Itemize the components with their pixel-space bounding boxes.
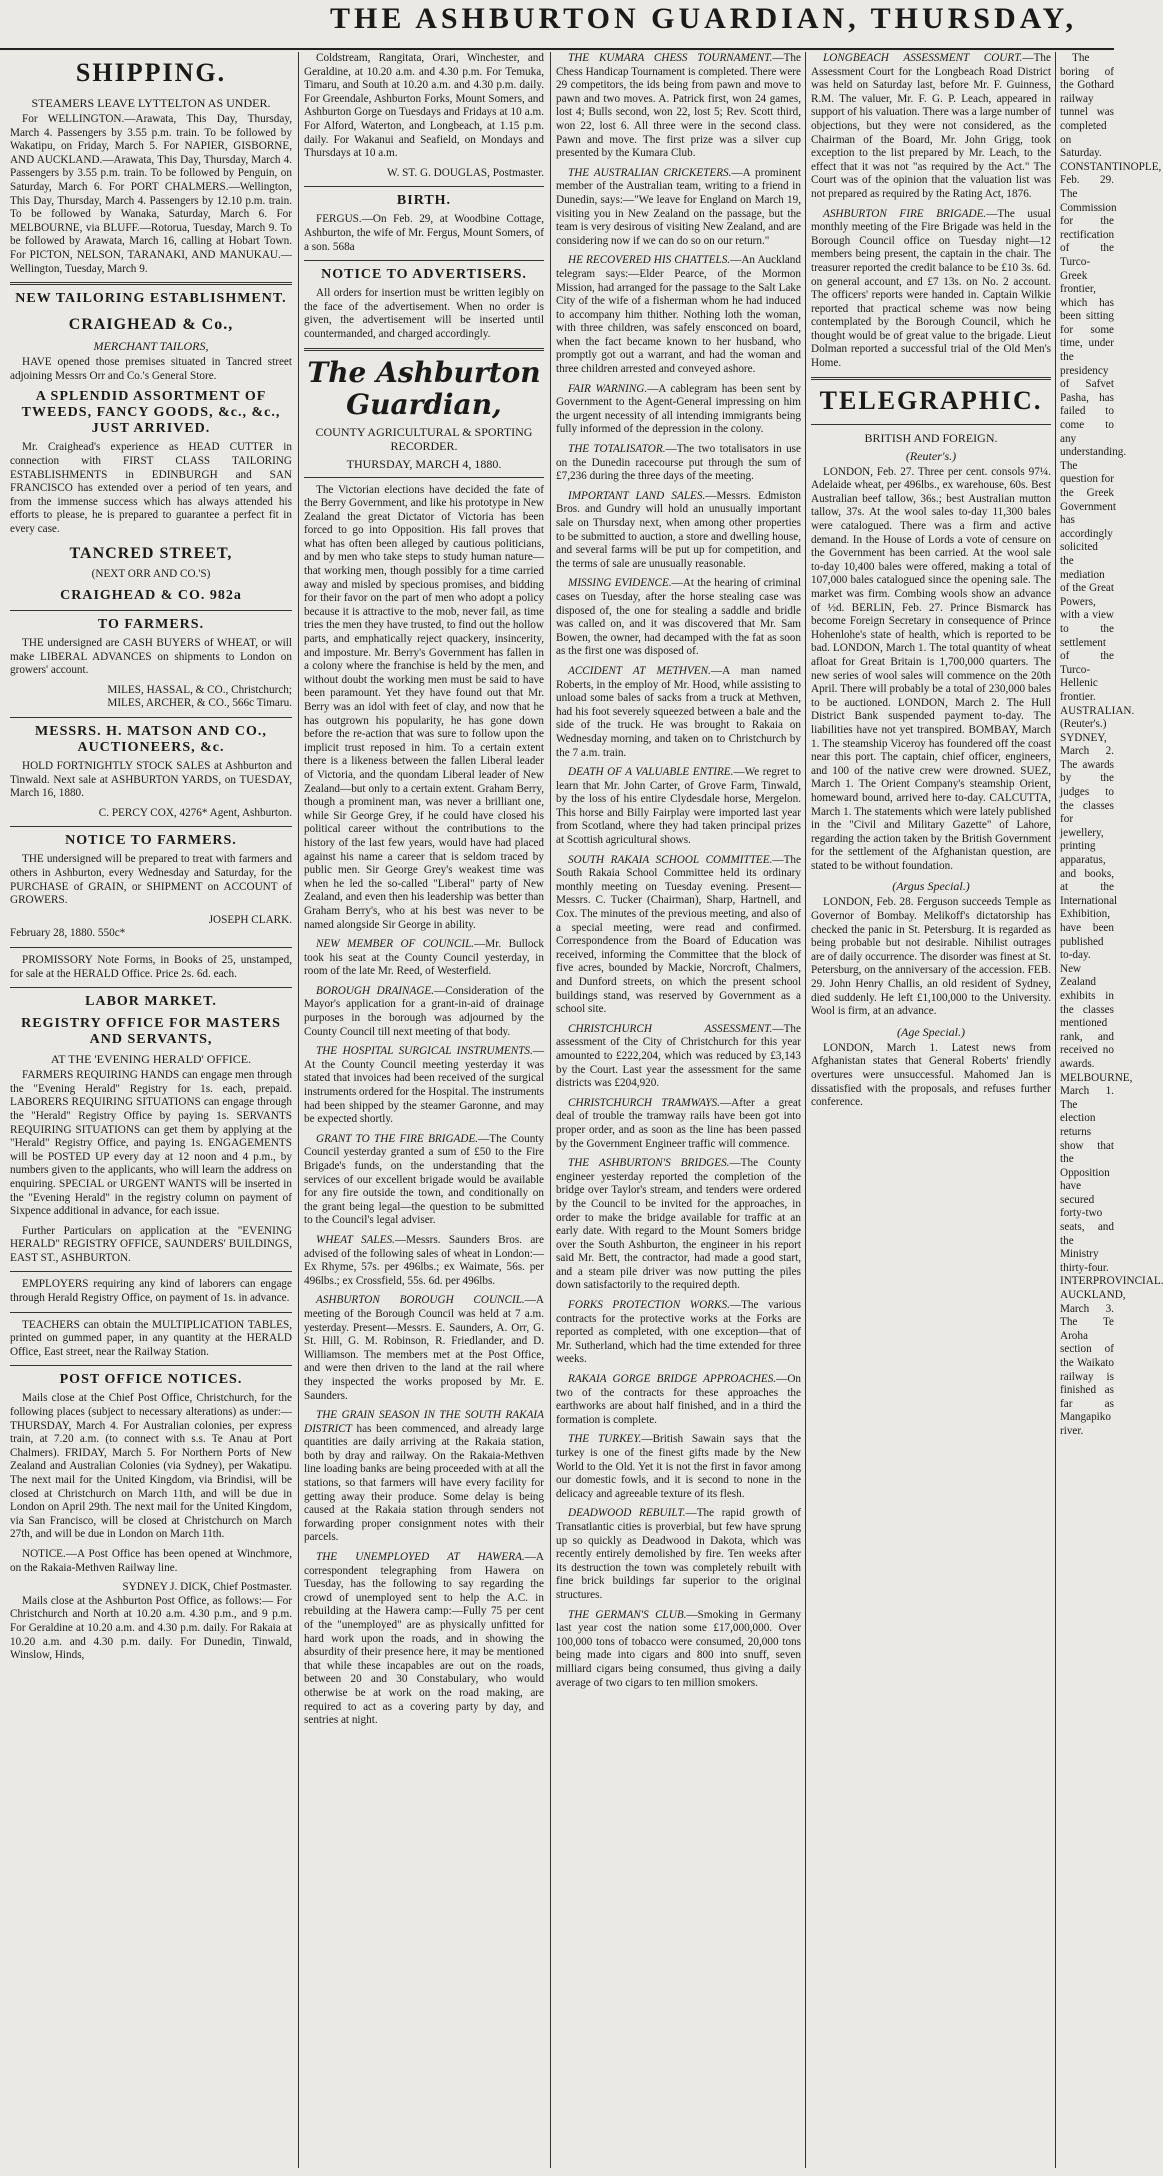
news-body: A man named Roberts, in the employ of Mr. Hood, while assisting to unload some bales of sacks from a truck at Methven, had his foot severely squeezed between a bale and the side of the truck. He was brought to Rakaia on Wednesday morning, and taken on to Christchurch by the 7 a.m. train. [556,664,802,759]
news-body: A correspondent telegraphing from Hawera on Tuesday, has the following to say regarding the crowd of unemployed sent to help the A.C. in rebuilding at the Hawera camp:—Fully 75 per cent of the "unemployed" are as physically unfitted for hard work upon the roads, and in showing the absurdity of their presence here, it may be mentioned that while these incapables are out on the roads, between 20 and 30 Constabulary, who would otherwise be at work on the road making, are required to act as a covering party by day, and sentries at night. [304,1551,544,1727]
news-heading: IMPORTANT LAND SALES. [568,489,706,502]
news-body: The Chess Handicap Tournament is completed. There were 29 competitors, the ids being from pawn and move to pawn and two moves. A. Patrick first, won 24 games, lost 4; Bulls second, won 22, lost 5; Rev. Scott third, won 22, lost 6. All three were in the second class. Pawn and move. The first prize was a silver cup presented by the Kumara Club. [556,52,801,160]
divider [10,282,292,285]
news-item: ASHBURTON BOROUGH COUNCIL.—A meeting of the Borough Council was held at 7 a.m. yesterday. Present—Messrs. E. Saunders, A. Orr, G. St. Hill, G. M. Robinson, R. Friedlander, and D. Williamson. The members met at the Post Office, and were then driven to the land at the rail where they inspected the works proposed by Mr. E. Saunders. [304,1294,544,1402]
news-body: At the County Council meeting yesterday it was stated that invoices had been received of the surgical instruments ordered for the Hospital. The instruments had been shipped by the steamer Garonne, and may be expected shortly. [304,1058,544,1126]
telegraphic-text-2: LONDON, Feb. 28. Ferguson succeeds Temple as Governor of Bombay. Melikoff's dictatorship has checked the panic in St. Petersburg. It is regarded as being probable but not desirable. Nihilist outrages are of daily occurrence. The disorder was finest at St. Petersburg, on the anniversary of the accession. FEB. 29. John Henry Challis, an old resident of Sydney, died suddenly. He left £1,100,000 to the University. Wool is firm, at an advance. [811,896,1051,1018]
mail-text: Coldstream, Rangitata, Orari, Winchester, and Geraldine, at 10.20 a.m. and 4.30 p.m. For Temuka, Timaru, and South at 10.20 a.m. and 4.30 p.m. daily. For Greendale, Ashburton Forks, Mount Somers, and Ashburton Gorge on Tuesdays and Fridays at 10 a.m. For Alford, Waterton, and Longbeach, at 1.15 p.m. daily. For Wakanui and Seafield, on Mondays and Thursdays at 10 a.m. [304,52,544,160]
advertisers-text: All orders for insertion must be written legibly on the face of the advertisement. When no order is given, the advertisement will be inserted until countermanded, and charged accordingly. [304,287,544,340]
news-heading: THE TOTALISATOR. [568,443,666,456]
news-body: A prominent member of the Australian team, writing to a friend in Dunedin, says:—"We leave for England on March 19, visiting you in New Zealand on the passage, but the team is very desirous of visiting New Zealand, and are considering now if we can do so on our return." [556,166,801,247]
shipping-heading: SHIPPING. [75,58,227,87]
tailoring-subheading: MERCHANT TAILORS, [93,339,209,354]
news-heading: THE KUMARA CHESS TOURNAMENT. [568,52,773,64]
news-item: RAKAIA GORGE BRIDGE APPROACHES.—On two of the contracts for these approaches the earthworks are about half finished, and in a third the formation is complete. [556,1373,801,1426]
column-3 [556,52,801,2168]
news-body: We regret to learn that Mr. John Carter, of Grove Farm, Tinwald, by the loss of his entire Clydesdale horse, Mergelon. This horse and Billy Fairplay were imported last year from Scotland, where they had taken principal prizes at Scottish agricultural shows. [556,766,802,847]
news-body: The County engineer yesterday reported the completion of the bridge over Taylor's stream, and tenders were ordered by the Council to be invited for the approaches, in order to make the bridge available for traffic at an early date. With regard to the Mount Somers bridge over the South Ashburton, the engineer in his report said Mr. Bett, the contractor, had made a good start, and a steam pile driver was now putting the piles down satisfactorily to the required depth. [556,1157,801,1292]
paper-subtitle: COUNTY AGRICULTURAL & SPORTING RECORDER. [315,424,533,453]
tailoring-name: CRAIGHEAD & Co., [68,316,234,334]
news-body: The various contracts for the protective works at the Forks are reported as completed, with one exception—that of Mr. Sutherland, which had the time extended for three weeks. [556,1299,802,1366]
advertisers-heading: NOTICE TO ADVERTISERS. [321,267,527,283]
notice-farmers-heading: NOTICE TO FARMERS. [65,833,237,849]
divider [10,1312,292,1313]
divider [304,260,544,261]
news-heading: MISSING EVIDENCE. [568,577,672,590]
news-body: Consideration of the Mayor's application for a grant-in-aid of drainage purposes in the borough was adjourned by the County Council till next meeting of that body. [304,984,544,1038]
divider [10,1271,292,1272]
divider [811,424,1051,425]
divider [10,610,292,611]
telegraphic-source-reuter: (Reuter's.) [905,448,957,463]
news-body: The rapid growth of Transatlantic cities is proverbial, but few have sprung up so quickly as Deadwood in Dakota, which was recently entirely demolished by fire. Ten weeks after its destruction the town was completely rebuilt with fine brick buildings far superior to the original structures. [556,1507,801,1601]
news-item: DEADWOOD REBUILT.—The rapid growth of Transatlantic cities is proverbial, but few have sprung up so quickly as Deadwood in Dakota, which was recently entirely demolished by fire. Ten weeks after its destruction the town was completely rebuilt with fine brick buildings far superior to the original structures. [556,1507,801,1601]
news-item: MISSING EVIDENCE.—At the hearing of criminal cases on Tuesday, after the horse stealing case was disposed of, the one for stealing a saddle and bridle was called on, and it was discovered that Mr. Sam Bowen, the owner, had decamped with the fat as soon as the first one was disposed of. [556,577,801,658]
tailoring-street: TANCRED STREET, [69,545,233,563]
tailoring-signature: CRAIGHEAD & CO. 982a [60,588,242,604]
divider [811,377,1051,380]
news-body: The assessment of the City of Christchurch for this year amounted to £222,204, which was reduced by £3,143 by the Court. Last year the assessment for the same districts was £204,920. [556,1022,801,1090]
news-item: IMPORTANT LAND SALES.—Messrs. Edmiston Bros. and Gundry will hold an unusually important sale on Thursday next, when among other properties to be submitted to auction, a store and dwelling house, and several farms will be put up for competition, and the terms of sale are unusually reasonable. [556,489,802,570]
divider [10,717,292,718]
news-body: On two of the contracts for these approaches the earthworks are about half finished, and in a third the formation is complete. [556,1373,801,1426]
column-4 [811,52,1051,2168]
divider [304,477,544,478]
news-heading: LONGBEACH ASSESSMENT COURT. [823,52,1023,64]
news-heading: SOUTH RAKAIA SCHOOL COMMITTEE. [568,853,773,866]
post-office-heading: POST OFFICE NOTICES. [59,1372,243,1388]
column-rule [1055,52,1056,2168]
news-heading: BOROUGH DRAINAGE. [316,984,435,997]
news-item: ASHBURTON FIRE BRIGADE.—The usual monthly meeting of the Fire Brigade was held in the Borough Council office on Tuesday night—12 members being present, the captain in the chair. The treasurer reported the credit balance to be £10 3s. 6d. on general account, and £7 13s. on No. 2 account. The officers' reports were handed in. Captain Wilkie reported that practical scheme was now being contemplated by the Borough Council, which he thought would be of great value to the brigade. Lieut Dolman reported a successful trial of the Old Men's Home. [811,207,1051,370]
farmers-heading: TO FARMERS. [97,617,205,633]
news-heading: DEATH OF A VALUABLE ENTIRE. [568,766,734,779]
paper-date: THURSDAY, MARCH 4, 1880. [346,456,502,471]
divider [304,186,544,187]
news-heading: THE TURKEY. [568,1433,642,1446]
post-office-text-2: Mails close at the Ashburton Post Office, as follows:— For Christchurch and North at 10.20 a.m. 4.30 p.m., and 9 p.m. For Geraldine at 10.20 a.m. and 4.30 p.m. daily. For Rakaia at 10.20 a.m. and 4.30 p.m. daily. For Dunedin, Tinwald, Winslow, Hinds, [10,1594,292,1662]
news-heading: ASHBURTON BOROUGH COUNCIL. [316,1294,525,1307]
promissory-notice: PROMISSORY Note Forms, in Books of 25, unstamped, for sale at the HERALD Office. Price 2s. 6d. each. [10,953,292,980]
news-item: LONGBEACH ASSESSMENT COURT.—The Assessment Court for the Longbeach Road District was held on Saturday last, before Mr. F. Guinness, R.M. The valuer, Mr. F. G. P. Leach, appeared in support of his valuation. There was a large number of objections, but they were not considered, as the Chairman of the Board, Mr. John Grigg, took exception to the list prepared by Mr. Leach, to the effect that it was not "as required by the Act." The Court was of the opinion that the valuation list was not prepared as required by the Rating Act, 1876. [811,52,1051,200]
news-body: After a great deal of trouble the tramway rails have been got into proper order, and as soon as the line has been passed by the Government Engineer traffic will commence. [556,1096,801,1150]
column-rule [550,52,551,2168]
column-1 [10,52,292,2168]
notice-farmers-text: THE undersigned will be prepared to treat with farmers and others in Ashburton, every Wednesday and Saturday, for the PURCHASE of GRAIN, or SHIPMENT on ACCOUNT of GROWERS. [10,853,292,907]
divider [304,348,544,351]
news-heading: THE ASHBURTON'S BRIDGES. [568,1157,730,1170]
tailoring-splendid: A SPLENDID ASSORTMENT OF TWEEDS, FANCY GOODS, &c., &c., JUST ARRIVED. [21,389,281,437]
news-item: CHRISTCHURCH TRAMWAYS.—After a great deal of trouble the tramway rails have been got into proper order, and as soon as the line has been passed by the Government Engineer traffic will commence. [556,1096,801,1150]
news-item: SOUTH RAKAIA SCHOOL COMMITTEE.—The South Rakaia School Committee held its ordinary monthly meeting on Tuesday evening. Present—Messrs. C. Tucker (Chairman), Sharp, Hartnell, and Cox. The minutes of the previous meeting, and also of a special meeting, were read and confirmed. Correspondence from the Board of Education was received, informing the Committee that the block of five acres, bounded by Mackie, Norcroft, Chalmers, and Dunford streets, on which the present school buildings stand, was reserved by Government as a school site. [556,853,801,1016]
divider [10,826,292,827]
registry-text: FARMERS REQUIRING HANDS can engage men through the "Evening Herald" Registry for 1s. each, prepaid. LABORERS REQUIRING SITUATIONS can engage through the "Herald" Registry Office by paying 1s. SERVANTS REQUIRING SITUATIONS can get them by applying at the "Herald" Registry Office, and paying 1s. ENGAGEMENTS will be POSTED UP every day at 12 noon and 4 p.m., by numbers given to the applicants, who will learn the address on enquiring. SPECIAL or URGENT WANTS will be inserted in the "Evening Herald" in the registry column on payment of Sixpence additional in advance, for each issue. [10,1069,292,1218]
divider [10,987,292,988]
tailoring-text: HAVE opened those premises situated in Tancred street adjoining Messrs Orr and Co.'s General Store. [10,356,292,382]
news-item: GRANT TO THE FIRE BRIGADE.—The County Council yesterday granted a sum of £50 to the Fire Brigade's funds, on the understanding that the services of our excellent brigade would be available for any fire outside the town, and conditionally on the grant being legal—the question to be submitted to the Council's legal adviser. [304,1132,544,1227]
telegraphic-text-3: LONDON, March 1. Latest news from Afghanistan states that General Roberts' friendly overtures were unsuccessful. Mahomed Jan is dissatisfied with the proposals, and refuses further conference. [811,1041,1051,1109]
news-body: Smoking in Germany last year cost the nation some £17,000,000. Over 100,000 tons of tobacco were consumed, 20,000 tons being made into cigars and 800 into snuff, seven milliard cigars being consumed, thus giving a daily average of two cigars to ten million smokers. [556,1608,801,1689]
telegraphic-text: LONDON, Feb. 27. Three per cent. consols 97¼. Adelaide wheat, per 496lbs., ex warehouse, 60s. Best Australian beef tallow, 36s.; best Australian mutton tallow, 37s. At the wool sales to-day 11,300 bales were catalogued. There was a firm and active demand. In the House of Lords a vote of censure on the Government has been carried. At the wool sale to-day 10,400 bales were offered, making a total of 107,000 bales catalogued since the opening sale. The market was firm. Combing wools show an advance of ½d. BERLIN, Feb. 27. Prince Bismarck has become Foreign Secretary in consequence of Prince Hohenlohe's state of health, which is reported to be bad. LONDON, March 1. The total quantity of wheat afloat for Great Britain is 1,700,000 quarters. The new series of wool sales will commence on the 20th April. There will probably be a total of 230,000 bales to be auctioned. LONDON, March 2. The Hull District Bank suspended payment to-day. The liabilities have not yet transpired. BOMBAY, March 1. The steamship Viceroy has foundered off the coast near this port. The captain, chief officer, engineers, and 100 of the native crew were drowned. SUEZ, March 1. The Orient Company's steamship Orient, homeward bound, arrived here to-day. CALCUTTA, March 1. The statements which were lately published in the "Civil and Military Gazette" of Lahore, regarding the action taken by the British Government for the settlement of the Afghanistan question, are stated to be without foundation. [811,465,1051,872]
news-heading: CHRISTCHURCH ASSESSMENT. [568,1022,773,1035]
telegraphic-heading: TELEGRAPHIC. [819,385,1043,415]
news-item: FORKS PROTECTION WORKS.—The various contracts for the protective works at the Forks are reported as completed, with one exception—that of Mr. Sutherland, which had the time extended for three weeks. [556,1299,802,1366]
news-heading: FORKS PROTECTION WORKS. [568,1299,730,1312]
column-rule [298,52,299,2168]
news-body: The Assessment Court for the Longbeach Road District was held on Saturday last, before Mr. F. Guinness, R.M. The valuer, Mr. F. G. P. Leach, appeared in support of his valuation. There was a large number of objections, but they were not considered, as the Chairman of the Board, Mr. John Grigg, took exception to the list prepared by Mr. Leach, to the effect that it was not "as required by the Act." The Court was of the opinion that the valuation list was not prepared as required by the Rating Act, 1876. [811,52,1051,200]
news-item: THE AUSTRALIAN CRICKETERS.—A prominent member of the Australian team, writing to a friend in Dunedin, says:—"We leave for England on March 19, visiting you in New Zealand on the passage, but the team is very desirous of visiting New Zealand, and are considering now if we can do so on our return." [556,166,801,247]
news-body: A cablegram has been sent by Government to the Agent-General impressing on him the urgent necessity of all intending immigrants being fully informed of the depression in the colony. [556,382,801,436]
telegraphic-source-age: (Age Special.) [897,1024,965,1039]
post-office-text: Mails close at the Chief Post Office, Christchurch, for the following places (subject to necessary alterations) as under:— THURSDAY, March 4. For Australian colonies, per express train, at 7.20 a.m. (to connect with s.s. Te Anau at Port Chalmers). FRIDAY, March 5. For Northern Ports of New Zealand and Australian Colonies (via Sydney), per Wakatipu. The next mail for the United Kingdom, via Brindisi, will be closed at Christchurch on March 11th, and will be due in London on April 29th. The next mail for the United Kingdom, via San Francisco, will be closed at Christchurch on March 27th, and will be due in London on March 11th. [10,1392,292,1541]
teachers-notice: TEACHERS can obtain the MULTIPLICATION TABLES, printed on gummed paper, in any quantity at the HERALD Office, East street, near the Railway Station. [10,1318,292,1358]
registry-subheading: AT THE 'EVENING HERALD' OFFICE. [50,1052,252,1067]
news-heading: RAKAIA GORGE BRIDGE APPROACHES. [568,1373,777,1386]
news-heading: THE AUSTRALIAN CRICKETERS. [568,166,732,179]
column-5-text: The boring of the Gothard railway tunnel was completed on Saturday. CONSTANTINOPLE, Feb. 29. The Commission for the rectification of the Turco-Greek frontier, which has been sitting for some time, under the presidency of Safvet Pasha, has failed to come to any understanding. The question for the Greek Government has accordingly solicited the mediation of the Great Powers, with a view to the settlement of the Turco-Hellenic frontier. AUSTRALIAN. (Reuter's.) SYDNEY, March 2. The awards by the judges to the classes for jewellery, printing apparatus, and books, at the International Exhibition, have been published to-day. New Zealand exhibits in the classes mentioned rank, and received no awards. MELBOURNE, March 1. The election returns show that the Opposition have secured forty-two seats, and the Ministry thirty-four. INTERPROVINCIAL. AUCKLAND, March 3. The Te Aroha section of the Waikato railway is finished as far as Mangapiko river. [1060,52,1163,1437]
news-heading: GRANT TO THE FIRE BRIGADE. [316,1132,479,1145]
matson-heading: MESSRS. H. MATSON AND CO., AUCTIONEERS, &c. [35,724,267,756]
telegraphic-subheading: BRITISH AND FOREIGN. [864,430,998,445]
shipping-subheading: STEAMERS LEAVE LYTTELTON AS UNDER. [31,96,271,110]
column-rule [805,52,806,2168]
news-item [304,1409,544,1545]
matson-text: HOLD FORTNIGHTLY STOCK SALES at Ashburton and Tinwald. Next sale at ASHBURTON YARDS, on TUESDAY, March 16, 1880. [10,760,292,800]
news-heading: NEW MEMBER OF COUNCIL. [316,938,475,951]
editorial-text: The Victorian elections have decided the fate of the Berry Government, and like his prototype in New Zealand the great Dictator of Victoria has been forced to go into Opposition. His fall proves that what has often been alleged by cautious politicians, and by men who take steps to study human nature—that working men, though possibly for a time carried away and misled by specious promises, and bidding for their favor on the part of men who adopt a policy because it is attractive to the mob, never fail, as time tries the men they have trusted, to find out the hollow parts, and emphatically reject quackery, insincerity, and imposture. Mr. Berry's Government has fallen in a colony where the franchise is held by the men, and without doubt the working men must be said to have been paramount. Yet they have found out that Mr. Berry was an idol with feet of clay, and now that he has outgrown his popularity, he has gone down before the re-action that was sure to follow upon the implicit trust reposed in him. To a certain extent there is a likeness between the fallen Liberal leader of Victoria, and the quondam Liberal leader of New Zealand—but only to a certain extent. Graham Berry, though a prominent man, was never a brilliant one, while Sir George Grey, if he could have closed his political career without the contributions to the history of the last few years, would have had placed against his name a career that is seldom traced by public men. Sir George Grey's weakest time was when he led the so-called "Liberal" party of New Zealand, and even then his leadership was better than Graham Berry's, who at his best was never to be named alongside Sir George in ability. [304,483,544,931]
birth-heading: BIRTH. [396,193,452,209]
news-body: Messrs. Saunders Bros. are advised of the following sales of wheat in London:—Ex Rhyme, 57s. per 496lbs.; ex Waimate, 56s. per 496lbs.; ex Crossfield, 55s. 6d. per 496lbs. [304,1233,544,1287]
farmers-signature-2: MILES, ARCHER, & CO., 566c Timaru. [107,697,292,710]
news-body: has been commenced, and already large quantities are daily arriving at the Rakaia station, both by dray and railway. On the Rakaia-Methven line loading banks are being proceeded with at all the stations, so that farmers will have every facility for getting away their produce. Some delay is being caused at the Rakaia station through senders not forwarding proper consignment notes with their parcels. [304,1422,544,1544]
news-body: The County Council yesterday granted a sum of £50 to the Fire Brigade's funds, on the understanding that the services of our excellent brigade would be available for any fire outside the town, and conditionally on the grant being legal—the question to be submitted to the Council's legal adviser. [304,1132,544,1227]
news-item: NEW MEMBER OF COUNCIL.—Mr. Bullock took his seat at the County Council yesterday, in room of the late Mr. Reed, of Westerfield. [304,938,544,978]
mail-signature: W. ST. G. DOUGLAS, Postmaster. [387,166,544,179]
news-heading: ACCIDENT AT METHVEN. [568,664,711,677]
news-item: THE UNEMPLOYED AT HAWERA.—A correspondent telegraphing from Hawera on Tuesday, has the following to say regarding the crowd of unemployed sent to help the A.C. in rebuilding at the Hawera camp:—Fully 75 per cent of the "unemployed" are as physically unfitted for hard work upon the roads, and in showing the absurdity of their presence here, it may be mentioned that while these incapables are out on the roads, between 20 and 30 Constabulary, who would otherwise be at work on the road making, are required to act as a covering party by day, and sentries at night. [304,1551,544,1727]
tailoring-text-2: Mr. Craighead's experience as HEAD CUTTER in connection with FIRST CLASS TAILORING ESTABLISHMENTS in EDINBURGH and SAN FRANCISCO has extended over a period of ten years, and from the immense success which has always attended his efforts to please, he is prepared to guarantee a perfect fit in every case. [10,441,292,535]
notice-farmers-date: February 28, 1880. 550c* [10,927,126,940]
news-body: At the hearing of criminal cases on Tuesday, after the horse stealing case was disposed of, the one for stealing a saddle and bridle was called on, and it was discovered that Mr. Sam Bowen, the owner, had decamped with the fat as soon as the first one was disposed of. [556,577,801,658]
news-item: ACCIDENT AT METHVEN.—A man named Roberts, in the employ of Mr. Hood, while assisting to unload some bales of sacks from a truck at Methven, had his foot severely squeezed between a bale and the side of the truck. He was brought to Rakaia on Wednesday morning, and taken on to Christchurch by the 7 a.m. train. [556,664,802,759]
matson-signature: C. PERCY COX, 4276* Agent, Ashburton. [98,806,292,819]
news-item: FAIR WARNING.—A cablegram has been sent by Government to the Agent-General impressing on him the urgent necessity of all intending immigrants being fully informed of the depression in the colony. [556,382,801,436]
farmers-signature-1: MILES, HASSAL, & CO., Christchurch; [107,683,292,696]
column-2 [304,52,544,2168]
employers-notice: EMPLOYERS requiring any kind of laborers can engage through Herald Registry Office, on payment of 1s. in advance. [10,1278,292,1305]
post-office-notice: NOTICE.—A Post Office has been opened at Winchmore, on the Rakaia-Methven Railway line. [10,1547,292,1574]
news-item: THE HOSPITAL SURGICAL INSTRUMENTS.—At the County Council meeting yesterday it was stated that invoices had been received of the surgical instruments ordered for the Hospital. The instruments had been shipped by the steamer Garonne, and may be expected shortly. [304,1045,544,1126]
farmers-text: THE undersigned are CASH BUYERS of WHEAT, or will make LIBERAL ADVANCES on shipments to London on growers' account. [10,637,292,677]
column-5-cropped [1060,52,1163,2168]
divider [10,947,292,948]
news-item: THE KUMARA CHESS TOURNAMENT.—The Chess Handicap Tournament is completed. There were 29 competitors, the ids being from pawn and move to pawn and two moves. A. Patrick first, won 24 games, lost 4; Bulls second, won 22, lost 5; Rev. Scott third, won 22, lost 6. All three were in the second class. Pawn and move. The first prize was a silver cup presented by the Kumara Club. [556,52,801,160]
news-body: Messrs. Edmiston Bros. and Gundry will hold an unusually important sale on Thursday next, when among other properties to be submitted to auction, a store and dwelling house, and several farms will be put up for competition, and the terms of sale are unusually reasonable. [556,489,802,570]
tailoring-heading: NEW TAILORING ESTABLISHMENT. [15,291,287,307]
news-heading: ASHBURTON FIRE BRIGADE. [823,207,987,220]
news-body: Mr. Bullock took his seat at the County Council yesterday, in room of the late Mr. Reed, of Westerfield. [304,938,544,978]
news-body: A meeting of the Borough Council was held at 7 a.m. yesterday. Present—Messrs. E. Saunders, A. Orr, G. St. Hill, G. M. Robinson, R. Friedlander, and D. Williamson. The members met at the Post Office, and were then driven to the land at the rail where they inspected the works proposed by Mr. E. Saunders. [304,1294,544,1402]
paper-title: The Ashburton Guardian, [307,355,541,421]
shipping-text: For WELLINGTON.—Arawata, This Day, Thursday, March 4. Passengers by 3.55 p.m. train. To be followed by Wakatipu, on Friday, March 5. For NAPIER, GISBORNE, AND AUCKLAND.—Arawata, This Day, Thursday, March 4. Passengers by 3.55 p.m. train. To be followed by Penguin, on Saturday, March 6. For PORT CHALMERS.—Wellington, This Day, Thursday, March 4. Passengers by 12.10 p.m. train. To be followed by Wanaka, Saturday, March 6. For MELBOURNE, via BLUFF.—Rotorua, Tuesday, March 9. To be followed by Arawata, March 16, calling at Hobart Town. For PICTON, NELSON, TARANAKI, AND MANUKAU.—Wellington, Tuesday, March 9. [10,113,292,275]
masthead [0,0,1114,50]
news-heading: DEADWOOD REBUILT. [568,1507,686,1520]
news-heading: THE GERMAN'S CLUB. [568,1608,687,1621]
registry-apply: Further Particulars on application at the "EVENING HERALD" REGISTRY OFFICE, SAUNDERS' BUILDINGS, EAST ST., ASHBURTON. [10,1224,292,1264]
news-item: BOROUGH DRAINAGE.—Consideration of the Mayor's application for a grant-in-aid of drainage purposes in the borough was adjourned by the County Council till next meeting of that body. [304,984,544,1038]
news-heading: THE HOSPITAL SURGICAL INSTRUMENTS. [316,1045,533,1058]
masthead-title: THE ASHBURTON GUARDIAN, THURSDAY, [330,2,1077,35]
news-heading: HE RECOVERED HIS CHATTELS. [568,254,731,267]
news-item: HE RECOVERED HIS CHATTELS.—An Auckland telegram says:—Elder Pearce, of the Mormon Mission, had arranged for the passage to the Salt Lake City of the wife of a fisherman whom he had induced to accompany him thither. Nothing loth the woman, with three children, was safely ensconced on board, when the fact became known to her husband, who promptly got out a warrant, and had the woman and three children arrested and conveyed ashore. [556,254,801,376]
telegraphic-source-argus: (Argus Special.) [892,879,970,894]
news-body: The two totalisators in use on the Dunedin racecourse put through the sum of £7,236 during the three days of the meeting. [556,443,801,483]
news-body: British Sawain says that the turkey is one of the finest gifts made by the New World to the Old. Yet it is not the first in favor among our domestic fowls, and it is second to none in the delicacy and agreeable texture of its flesh. [556,1433,801,1500]
news-item: THE GERMAN'S CLUB.—Smoking in Germany last year cost the nation some £17,000,000. Over 100,000 tons of tobacco were consumed, 20,000 tons being made into cigars and 800 into snuff, seven milliard cigars being consumed, thus giving a daily average of two cigars to ten million smokers. [556,1608,801,1689]
news-heading: FAIR WARNING. [568,382,648,395]
news-heading: WHEAT SALES. [316,1233,395,1246]
news-body: The South Rakaia School Committee held its ordinary monthly meeting on Tuesday evening. Present—Messrs. C. Tucker (Chairman), Sharp, Hartnell, and Cox. The minutes of the previous meeting, and also of a special meeting, were read and confirmed. Correspondence from the Board of Education was received, informing the Committee that the block of five acres, bounded by Mackie, Norcroft, Chalmers, and Dunford streets, on which the present school buildings stand, was reserved by Government as a school site. [556,853,801,1016]
divider [10,1365,292,1366]
tailoring-street-note: (NEXT ORR AND CO.'S) [91,568,211,581]
news-item: WHEAT SALES.—Messrs. Saunders Bros. are advised of the following sales of wheat in London:—Ex Rhyme, 57s. per 496lbs.; ex Waimate, 56s. per 496lbs.; ex Crossfield, 55s. 6d. per 496lbs. [304,1233,544,1287]
news-item: CHRISTCHURCH ASSESSMENT.—The assessment of the City of Christchurch for this year amounted to £222,204, which was reduced by £3,143 by the Court. Last year the assessment for the same districts was £204,920. [556,1022,801,1090]
news-heading: CHRISTCHURCH TRAMWAYS. [568,1096,720,1109]
registry-heading: REGISTRY OFFICE FOR MASTERS AND SERVANTS, [21,1016,281,1048]
labor-heading: LABOR MARKET. [85,994,217,1010]
birth-text: FERGUS.—On Feb. 29, at Woodbine Cottage, Ashburton, the wife of Mr. Fergus, Mount Somers, of a son. 568a [304,213,544,253]
news-item: DEATH OF A VALUABLE ENTIRE.—We regret to learn that Mr. John Carter, of Grove Farm, Tinwald, by the loss of his entire Clydesdale horse, Mergelon. This horse and Billy Fairplay were imported last year from Scotland, where they had taken principal prizes at Scottish agricultural shows. [556,766,802,847]
news-item: THE ASHBURTON'S BRIDGES.—The County engineer yesterday reported the completion of the bridge over Taylor's stream, and tenders were ordered by the Council to be invited for the approaches, in order to make the bridge available for traffic at an early date. With regard to the Mount Somers bridge over the South Ashburton, the engineer in his report said Mr. Bett, the contractor, had made a good start, and a steam pile driver was now putting the piles down satisfactorily to the required depth. [556,1157,801,1292]
news-item: THE TOTALISATOR.—The two totalisators in use on the Dunedin racecourse put through the sum of £7,236 during the three days of the meeting. [556,443,801,483]
news-heading: THE UNEMPLOYED AT HAWERA. [316,1551,525,1564]
news-item: THE TURKEY.—British Sawain says that the turkey is one of the finest gifts made by the New World to the Old. Yet it is not the first in favor among our domestic fowls, and it is second to none in the delicacy and agreeable texture of its flesh. [556,1433,801,1500]
notice-farmers-signature: JOSEPH CLARK. [208,913,292,926]
news-heading: THE GRAIN SEASON IN THE SOUTH RAKAIA DISTRICT [304,1409,544,1435]
news-body: The usual monthly meeting of the Fire Brigade was held in the Borough Council office on Tuesday night—12 members being present, the captain in the chair. The treasurer reported the credit balance to be £10 3s. 6d. on general account, and £7 13s. on No. 2 account. The officers' reports were handed in. Captain Wilkie reported that practical scheme was now being contemplated by the Borough Council, which he thought would be of great value to the brigade. Lieut Dolman reported a successful trial of the Old Men's Home. [811,207,1051,370]
post-office-signature: SYDNEY J. DICK, Chief Postmaster. [122,1581,292,1594]
news-body: An Auckland telegram says:—Elder Pearce, of the Mormon Mission, had arranged for the passage to the Salt Lake City of the wife of a fisherman whom he had induced to accompany him thither. Nothing loth the woman, with three children, was safely ensconced on board, when the fact became known to her husband, who promptly got out a warrant, and had the woman and three children arrested and conveyed ashore. [556,254,801,376]
